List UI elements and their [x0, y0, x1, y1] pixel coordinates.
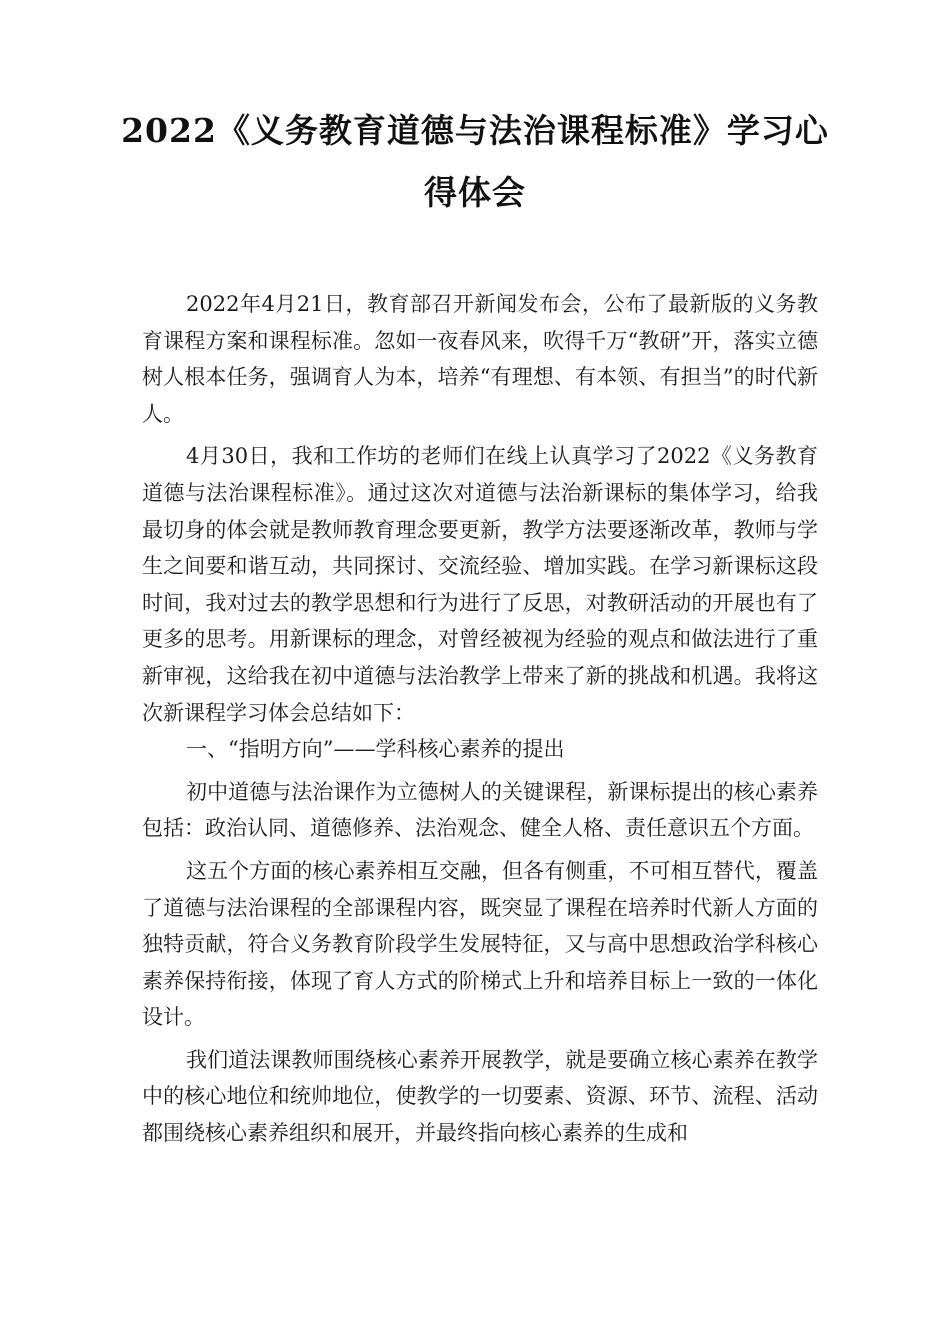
- document-body: [142, 286, 818, 1152]
- paragraph-3: 初中道德与法治课作为立德树人的关键课程，新课标提出的核心素养包括：政治认同、道德修养、法治观念、健全人格、责任意识五个方面。: [142, 779, 818, 841]
- paragraph-1: 2022年4月21日，教育部召开新闻发布会，公布了最新版的义务教育课程方案和课程标准。忽如一夜春风来，吹得千万“教研”开，落实立德树人根本任务，强调育人为本，培养“有理想、有本领、有担当”的时代新人。: [142, 292, 818, 426]
- paragraph-5: 我们道法课教师围绕核心素养开展教学，就是要确立核心素养在教学中的核心地位和统帅地位，使教学的一切要素、资源、环节、流程、活动都围绕核心素养组织和展开，并最终指向核心素养的生成和: [142, 1047, 818, 1146]
- paragraph-4: 这五个方面的核心素养相互交融，但各有侧重，不可相互替代，覆盖了道德与法治课程的全部课程内容，既突显了课程在培养时代新人方面的独特贡献，符合义务教育阶段学生发展特征，又与高中思想政治学科核心素养保持衔接，体现了育人方式的阶梯式上升和培养目标上一致的一体化设计。: [142, 858, 818, 1030]
- paragraph-2: 4月30日，我和工作坊的老师们在线上认真学习了2022《义务教育道德与法治课程标准》。通过这次对道德与法治新课标的集体学习，给我最切身的体会就是教师教育理念要更新，教学方法要逐渐改革，教师与学生之间要和谐互动，共同探讨、交流经验、增加实践。在学习新课标这段时间，我对过去的教学思想和行为进行了反思，对教研活动的开展也有了更多的思考。用新课标的理念，对曾经被视为经验的观点和做法进行了重新审视，这给我在初中道德与法治教学上带来了新的挑战和机遇。我将这次新课程学习体会总结如下：: [142, 444, 818, 725]
- document-title: 2022《义务教育道德与法治课程标准》学习心得体会: [121, 111, 829, 212]
- section-heading-1: 一、“指明方向”——学科核心素养的提出: [186, 737, 565, 762]
